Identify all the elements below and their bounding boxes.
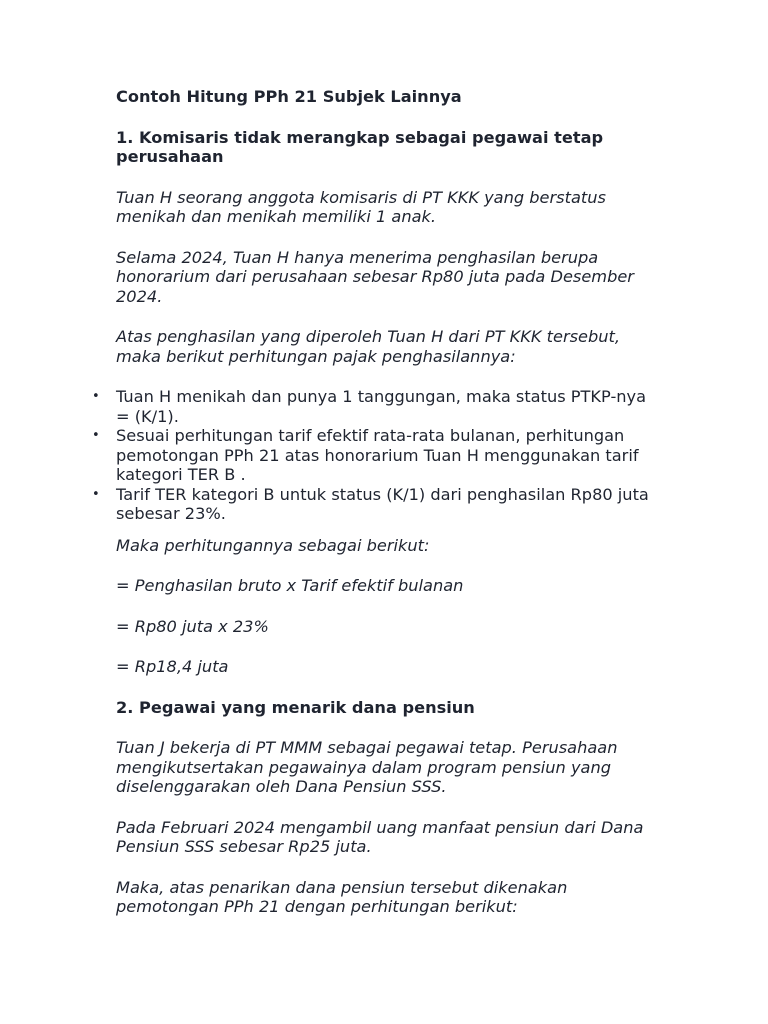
section-1-bullet-list bbox=[116, 387, 656, 524]
section-2-paragraph-2: Pada Februari 2024 mengambil uang manfaat pensiun dari Dana Pensiun SSS sebesar Rp25 juta. bbox=[116, 817, 644, 856]
section-1-heading: 1. Komisaris tidak merangkap sebagai pegawai tetap perusahaan bbox=[116, 127, 604, 166]
calculation-line-2 bbox=[116, 617, 656, 637]
equals-sign: = bbox=[116, 657, 130, 676]
section-2-paragraph-3: Maka, atas penarikan dana pensiun tersebut dikenakan pemotongan PPh 21 dengan perhitungan berikut: bbox=[116, 877, 568, 916]
calculation-line-3 bbox=[116, 657, 656, 677]
document-title: Contoh Hitung PPh 21 Subjek Lainnya bbox=[116, 87, 462, 106]
calculation-formula: Penghasilan bruto x Tarif efektif bulanan bbox=[129, 576, 464, 595]
calculation-result: Rp18,4 juta bbox=[129, 657, 229, 676]
document-page bbox=[116, 87, 656, 917]
section-1-paragraph-3: Atas penghasilan yang diperoleh Tuan H dari PT KKK tersebut, maka berikut perhitungan pajak penghasilannya: bbox=[116, 327, 621, 366]
calculation-line-1 bbox=[116, 576, 656, 596]
bullet-item-ter-rate: • Tarif TER kategori B untuk status (K/1) dari penghasilan Rp80 juta sebesar 23%. bbox=[116, 485, 656, 524]
section-2-heading: 2. Pegawai yang menarik dana pensiun bbox=[116, 697, 475, 717]
section-2-paragraph-1: Tuan J bekerja di PT MMM sebagai pegawai tetap. Perusahaan mengikutsertakan pegawainya dalam program pensiun yang diselenggarakan oleh Dana Pensiun SSS. bbox=[116, 738, 618, 796]
bullet-item-ter-category: • Sesuai perhitungan tarif efektif rata-rata bulanan, perhitungan pemotongan PPh 21 atas honorarium Tuan H menggunakan tarif kategori TER B . bbox=[116, 426, 656, 485]
calculation-intro: Maka perhitungannya sebagai berikut: bbox=[116, 535, 430, 555]
section-1-paragraph-2: Selama 2024, Tuan H hanya menerima penghasilan berupa honorarium dari perusahaan sebesar Rp80 juta pada Desember 2024. bbox=[116, 247, 634, 306]
equals-sign: = bbox=[116, 616, 130, 636]
equals-sign: = bbox=[116, 576, 130, 595]
calculation-substitution: Rp80 juta x 23% bbox=[129, 616, 269, 636]
section-1-paragraph-1: Tuan H seorang anggota komisaris di PT KKK yang berstatus menikah dan menikah memiliki 1 anak. bbox=[116, 187, 606, 226]
bullet-item-ptkp: • Tuan H menikah dan punya 1 tanggungan, maka status PTKP-nya = (K/1). bbox=[116, 387, 656, 426]
